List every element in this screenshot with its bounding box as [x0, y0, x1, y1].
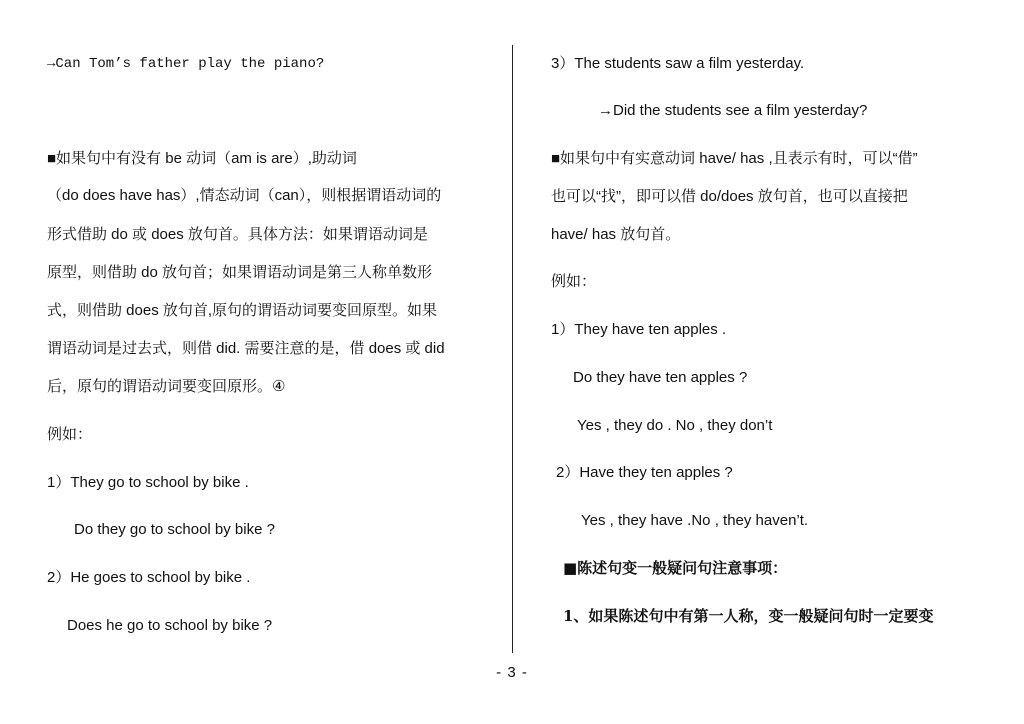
- example-sentence: 3）The students saw a film yesterday.: [551, 55, 805, 72]
- example-question: Do they go to school by bike ?: [74, 521, 275, 538]
- rule-paragraph-line: 形式借助 do 或 does 放句首。具体方法：如果谓语动词是: [47, 226, 428, 243]
- rule-paragraph-line: 谓语动词是过去式，则借 did. 需要注意的是，借 does 或 did: [47, 340, 445, 357]
- rule-paragraph-line: ■如果句中有没有 be 动词（am is are）,助动词: [47, 150, 357, 167]
- example-answer-line: →Did the students see a film yesterday?: [598, 102, 868, 119]
- rule-paragraph-line: 后，原句的谓语动词要变回原形。④: [47, 378, 286, 395]
- example-answer-line: Yes , they have .No , they haven’t.: [581, 512, 809, 529]
- example-heading: 例如：: [551, 273, 597, 290]
- rule-paragraph-line: （do does have has）,情态动词（can），则根据谓语动词的: [47, 187, 442, 204]
- page-number: - 3 -: [496, 664, 528, 681]
- rule-paragraph-line: 原型，则借助 do 放句首；如果谓语动词是第三人称单数形: [47, 264, 433, 281]
- example-question: 2）Have they ten apples ?: [556, 464, 733, 481]
- rule-paragraph-line: 式，则借助 does 放句首,原句的谓语动词要变回原型。如果: [47, 302, 438, 319]
- section-heading: ■陈述句变一般疑问句注意事项：: [563, 559, 788, 577]
- example-sentence: 1）They have ten apples .: [551, 321, 727, 338]
- rule-paragraph-line: ■如果句中有实意动词 have/ has ,且表示有时，可以“借”: [551, 150, 918, 167]
- numbered-note: 1、如果陈述句中有第一人称，变一般疑问句时一定要变: [563, 607, 934, 625]
- rule-paragraph-line: have/ has 放句首。: [551, 226, 681, 243]
- example-question: Do they have ten apples ?: [573, 369, 748, 386]
- rule-paragraph-line: 也可以“找”，即可以借 do/does 放句首，也可以直接把: [551, 188, 908, 205]
- example-answer-line: Yes , they do . No , they don’t: [577, 417, 773, 434]
- example-question: Does he go to school by bike ?: [67, 617, 273, 634]
- example-sentence: 1）They go to school by bike .: [47, 474, 249, 491]
- column-divider: [512, 45, 513, 653]
- example-heading: 例如：: [47, 426, 93, 443]
- example-answer-line: →Can Tom’s father play the piano?: [47, 56, 325, 72]
- example-sentence: 2）He goes to school by bike .: [47, 569, 251, 586]
